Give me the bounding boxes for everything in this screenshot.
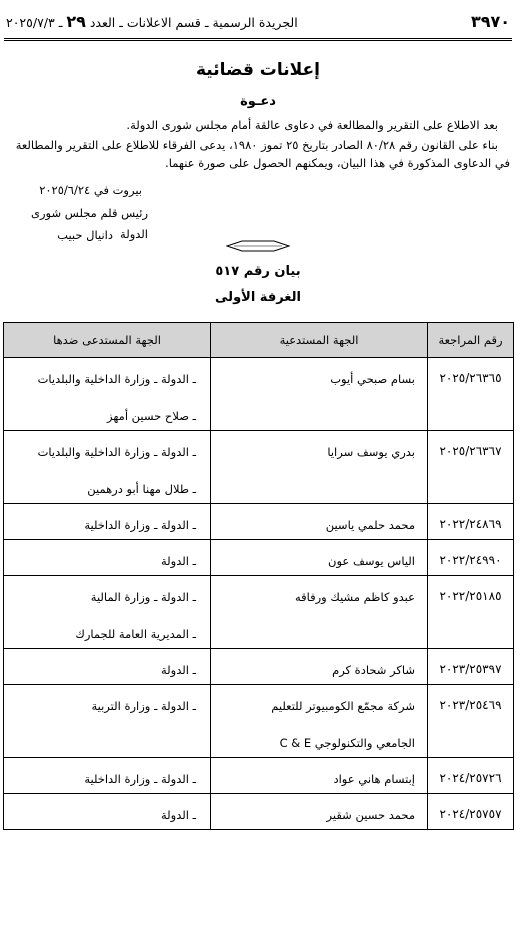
claimant-cell <box>211 540 428 576</box>
respondent-line: ـ المديرية العامة للجمارك <box>75 627 196 641</box>
respondent-cell <box>4 358 211 431</box>
notice-paragraph-1: بعد الاطلاع على التقرير والمطالعة في دعاوى عالقة أمام مجلس شورى الدولة. <box>126 118 498 132</box>
signature-date: بيروت في ٢٠٢٥/٦/٢٤ <box>39 183 142 197</box>
claimant-line: الياس يوسف عون <box>328 554 415 568</box>
reference-cell: ٢٠٢٥/٢٦٣٦٧ <box>428 431 514 504</box>
respondent-line: ـ الدولة ـ وزارة الداخلية والبلديات <box>37 445 196 459</box>
table-row <box>4 649 514 685</box>
table-row <box>4 358 514 431</box>
reference-cell: ٢٠٢٢/٢٤٨٦٩ <box>428 504 514 540</box>
claimant-cell <box>211 504 428 540</box>
respondent-cell <box>4 576 211 649</box>
claimant-line: محمد حسين شقير <box>326 808 415 822</box>
claimant-line: شاكر شحادة كرم <box>332 663 415 677</box>
table-row <box>4 504 514 540</box>
respondent-cell <box>4 758 211 794</box>
respondent-line: ـ الدولة <box>161 554 196 568</box>
gazette-name: الجريدة الرسمية <box>212 14 298 30</box>
respondent-cell <box>4 540 211 576</box>
header-respondent: الجهة المستدعى ضدها <box>4 323 211 358</box>
page-header <box>6 8 510 34</box>
notice-paragraph-2 <box>4 136 510 172</box>
respondent-cell <box>4 649 211 685</box>
respondent-cell <box>4 685 211 758</box>
table-header-row <box>4 323 514 358</box>
reference-cell: ٢٠٢٤/٢٥٧٥٧ <box>428 794 514 830</box>
claimant-cell <box>211 431 428 504</box>
issue-date: ٢٠٢٥/٧/٣ <box>6 14 55 30</box>
notice-paragraph-2-line-2: في الدعاوى المذكورة في هذا البيان، ويمكنهم الحصول على صورة عنهما. <box>165 156 510 170</box>
reference-cell: ٢٠٢٤/٢٥٧٢٦ <box>428 758 514 794</box>
notice-paragraph-2-line-1: بناء على القانون رقم ٨٠/٢٨ الصادر بتاريخ ٢٥ تموز ١٩٨٠، يدعى الفرقاء للاطلاع على التقرير والمطالعة <box>15 138 498 152</box>
reference-cell: ٢٠٢٢/٢٥١٨٥ <box>428 576 514 649</box>
table-row <box>4 540 514 576</box>
respondent-line: ـ الدولة <box>161 663 196 677</box>
table-row <box>4 431 514 504</box>
respondent-line: ـ الدولة ـ وزارة التربية <box>91 699 196 713</box>
page-number: ٣٩٧٠ <box>470 11 510 31</box>
claimant-cell <box>211 358 428 431</box>
cases-table <box>3 322 514 830</box>
reference-cell: ٢٠٢٣/٢٥٣٩٧ <box>428 649 514 685</box>
claimant-line: عبدو كاظم مشيك ورفاقه <box>294 590 415 604</box>
gazette-section: قسم الاعلانات <box>126 14 201 30</box>
table-row <box>4 576 514 649</box>
header-claimant: الجهة المستدعية <box>211 323 428 358</box>
claimant-line: بدري يوسف سرايا <box>327 445 415 459</box>
respondent-cell <box>4 504 211 540</box>
respondent-line: ـ الدولة ـ وزارة الداخلية والبلديات <box>37 372 196 386</box>
claimant-line: بسام صبحي أيوب <box>330 372 415 386</box>
table-row <box>4 685 514 758</box>
reference-cell: ٢٠٢٥/٢٦٣٦٥ <box>428 358 514 431</box>
claimant-line: إبتسام هاني عواد <box>333 772 415 786</box>
header-divider <box>4 38 512 41</box>
reference-cell: ٢٠٢٣/٢٥٤٦٩ <box>428 685 514 758</box>
table-row <box>4 758 514 794</box>
respondent-cell <box>4 431 211 504</box>
issue-label: العدد <box>89 14 116 30</box>
respondent-line: ـ الدولة <box>161 808 196 822</box>
section-title: إعلانات قضائية <box>195 60 320 80</box>
respondent-line: ـ طلال مهنا أبو درهمين <box>87 482 196 496</box>
statement-title: بيان رقم ٥١٧ <box>215 264 301 279</box>
signature-name: دانيال حبيب <box>57 228 113 242</box>
table-row <box>4 794 514 830</box>
table-body <box>4 358 514 830</box>
signature-title: رئيس قلم مجلس شورى الدولة <box>31 206 148 241</box>
claimant-cell <box>211 794 428 830</box>
respondent-line: ـ الدولة ـ وزارة الداخلية <box>84 772 196 786</box>
ornament-divider <box>226 239 290 253</box>
claimant-line: شركة مجمّع الكومبيوتر للتعليم <box>271 699 415 713</box>
respondent-line: ـ صلاح حسين أمهز <box>107 409 196 423</box>
chamber-title: الغرفة الأولى <box>215 290 301 305</box>
claimant-line: الجامعي والتكنولوجي C & E <box>279 736 415 750</box>
respondent-line: ـ الدولة ـ وزارة الداخلية <box>84 518 196 532</box>
reference-cell: ٢٠٢٢/٢٤٩٩٠ <box>428 540 514 576</box>
claimant-cell <box>211 685 428 758</box>
respondent-line: ـ الدولة ـ وزارة المالية <box>90 590 196 604</box>
respondent-cell <box>4 794 211 830</box>
issue-number: ٢٩ <box>66 11 86 31</box>
claimant-cell <box>211 649 428 685</box>
header-reference: رقم المراجعة <box>428 323 514 358</box>
claimant-cell <box>211 758 428 794</box>
notice-title: دعـوة <box>240 94 276 109</box>
claimant-cell <box>211 576 428 649</box>
claimant-line: محمد حلمي ياسين <box>325 518 415 532</box>
running-header: الجريدة الرسمية ـ قسم الاعلانات ـ العدد ٢٩ ـ ٢٠٢٥/٧/٣ <box>6 11 298 31</box>
